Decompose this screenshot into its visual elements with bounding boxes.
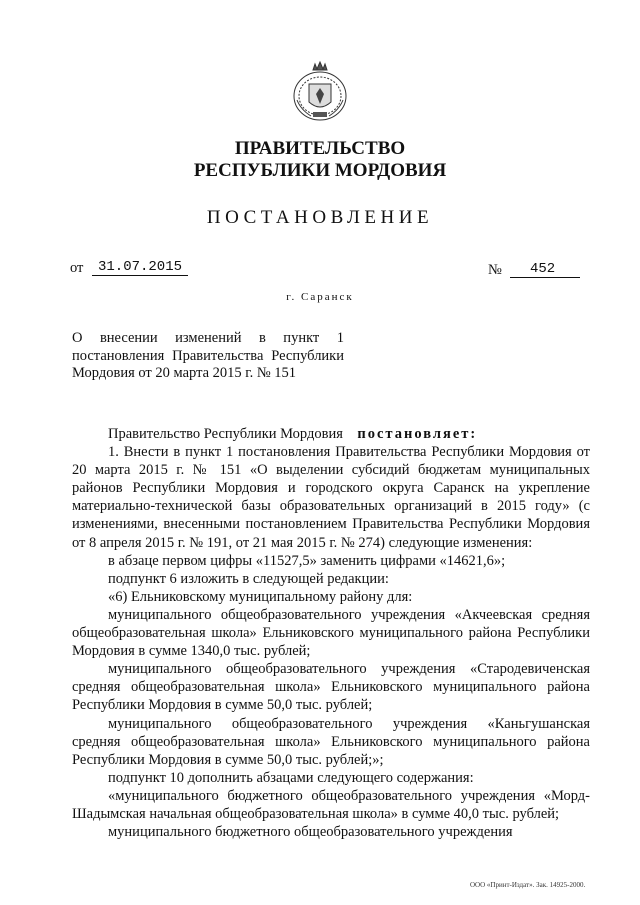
document-body [72,425,590,841]
paragraph: 1. Внести в пункт 1 постановления Правительства Республики Мордовия от 20 марта 2015 г. № 151 «О выделении субсидий бюджетам муниципальных районов Республики Мордовия и городского округа Саранск на укрепление материально-технической базы образовательных организаций в 2015 году» (с изменениями, внесенными постановлением Правительства Республики Мордовия от 8 апреля 2015 г. № 191, от 21 мая 2015 г. № 274) следующие изменения: [72,444,590,551]
intro-text: Правительство Республики Мордовия [108,426,343,442]
document-number: 452 [510,261,580,278]
paragraph: в абзаце первом цифры «11527,5» заменить цифрами «14621,6»; [108,552,506,569]
resolves-word: постановляет: [357,426,478,442]
paragraph: муниципального бюджетного общеобразовательного учреждения [108,824,513,841]
paragraph: муниципального общеобразовательного учреждения «Акчеевская средняя общеобразовательная школа» Ельниковского муниципального района Республики Мордовия в сумме 1340,0 тыс. рублей; [72,606,590,660]
paragraph: «муниципального бюджетного общеобразовательного учреждения «Морд-Шадымская начальная общеобразовательная школа» в сумме 40,0 тыс. рублей; [72,787,590,822]
number-label: № [488,262,502,278]
paragraph: подпункт 10 дополнить абзацами следующего содержания: [108,769,474,786]
document-date: 31.07.2015 [92,259,188,276]
coat-of-arms-emblem [291,60,349,122]
paragraph: «6) Ельниковскому муниципальному району для: [108,588,413,605]
paragraph: подпункт 6 изложить в следующей редакции: [108,570,389,587]
resolution-intro [72,425,590,443]
paragraph: муниципального общеобразовательного учреждения «Стародевиченская средняя общеобразовательная школа» Ельниковского муниципального района Республики Мордовия в сумме 50,0 тыс. рублей; [72,661,590,714]
print-footer: ООО «Принт-Издат». Зак. 14925-2000. [470,881,586,889]
document-type: ПОСТАНОВЛЕНИЕ [206,207,434,228]
city: г. Саранск [286,291,354,303]
document-subject: О внесении изменений в пункт 1 постановления Правительства Республики Мордовия от 20 марта 2015 г. № 151 [72,330,344,381]
republic-title: РЕСПУБЛИКИ МОРДОВИЯ [193,160,447,181]
date-label: от [70,260,84,276]
paragraph: муниципального общеобразовательного учреждения «Каньгушанская средняя общеобразовательная школа» Ельниковского муниципального района Республики Мордовия в сумме 50,0 тыс. рублей;»; [72,715,590,768]
government-title: ПРАВИТЕЛЬСТВО [234,138,406,159]
